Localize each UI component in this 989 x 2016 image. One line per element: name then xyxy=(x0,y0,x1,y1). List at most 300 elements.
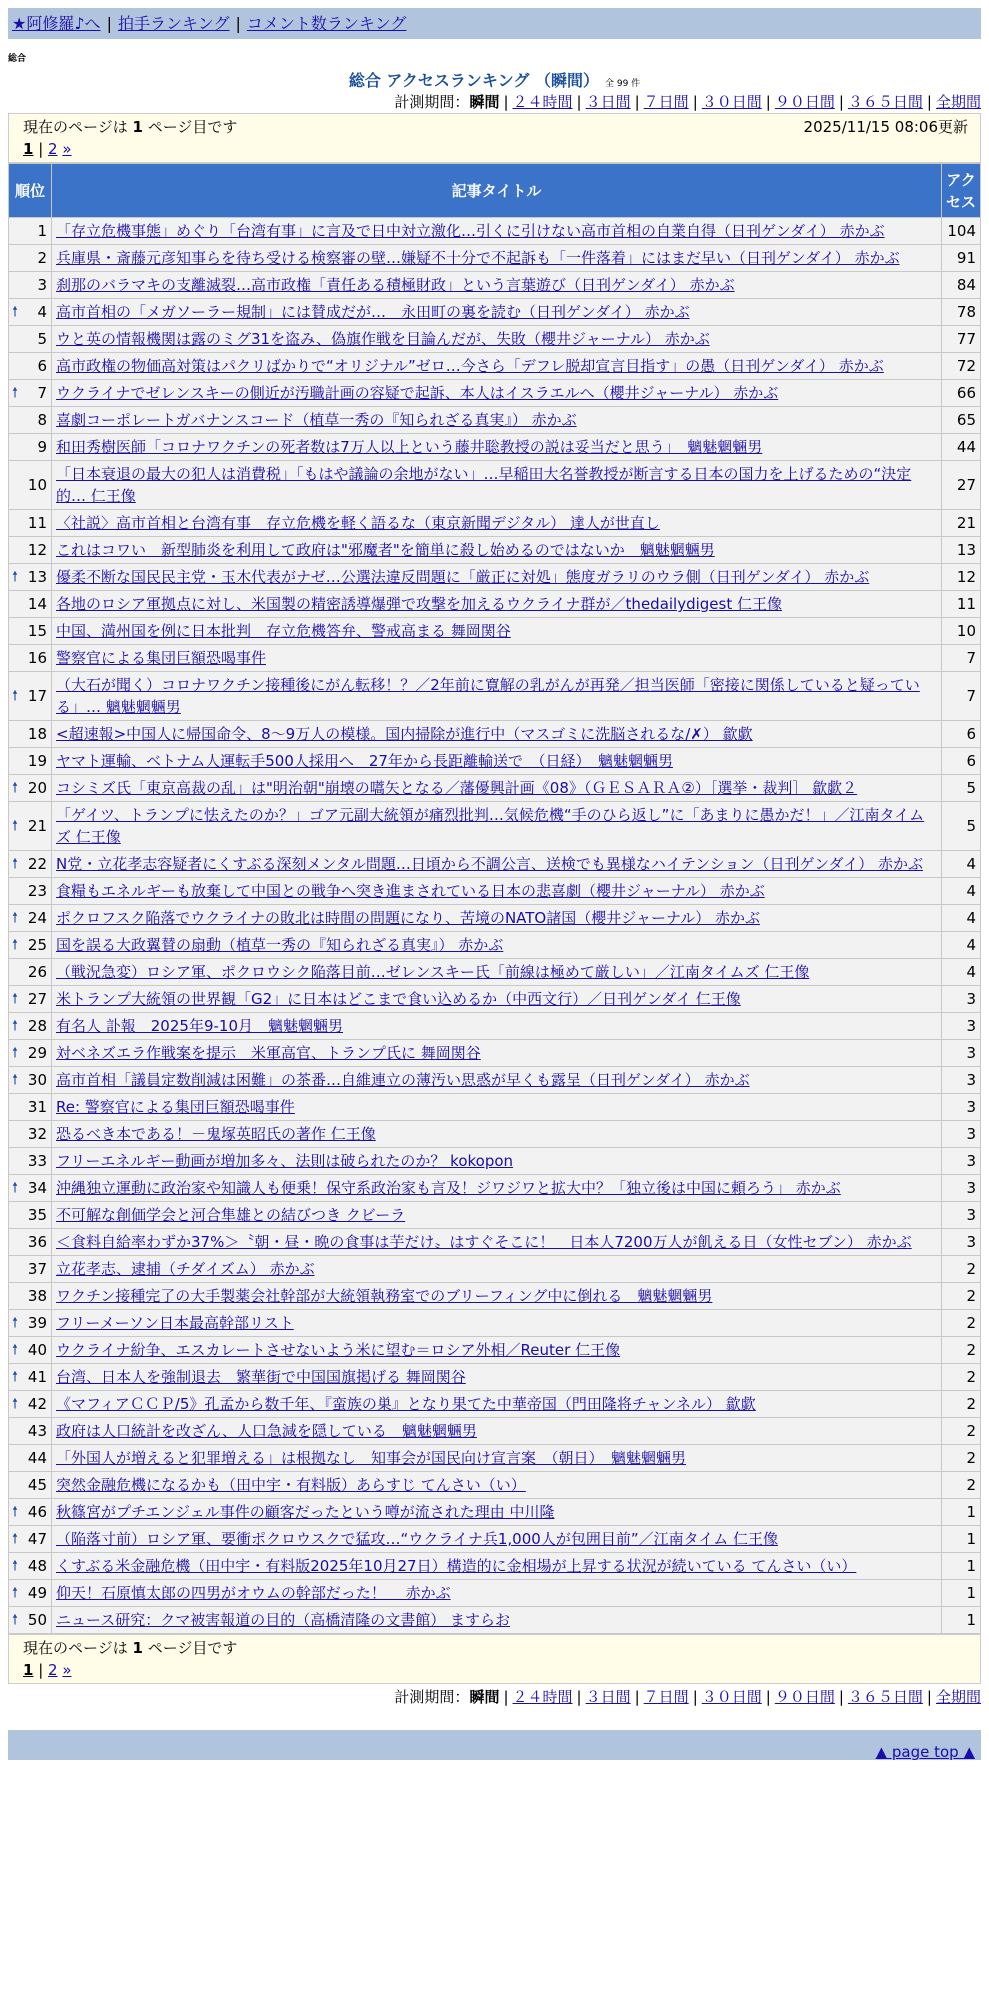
access-count: 77 xyxy=(942,326,980,352)
bottom-period-link-4[interactable]: ９０日間 xyxy=(774,1688,835,1706)
table-row xyxy=(9,618,980,644)
category-label: 総合 xyxy=(8,54,27,64)
title-cell xyxy=(52,1175,941,1201)
period-separator: | xyxy=(634,93,640,111)
rank-number: 45 xyxy=(27,1476,47,1494)
table-row xyxy=(9,645,980,671)
title-cell xyxy=(52,461,941,509)
bottom-period-link-3[interactable]: ３０日間 xyxy=(701,1688,762,1706)
access-count: 12 xyxy=(942,564,980,590)
access-count: 104 xyxy=(942,218,980,244)
rank-number: 50 xyxy=(27,1611,47,1629)
clap-ranking-link[interactable]: 拍手ランキング xyxy=(117,14,230,33)
article-link[interactable]: 有名人 訃報 2025年9-10月 魑魅魍魎男 xyxy=(56,1017,343,1035)
access-count: 6 xyxy=(942,721,980,747)
article-link[interactable]: 対ベネズエラ作戦案を提示 米軍高官、トランプ氏に 舞岡関谷 xyxy=(56,1044,481,1062)
title-cell xyxy=(52,537,941,563)
title-cell xyxy=(52,1337,941,1363)
article-link[interactable]: くすぶる米金融危機（田中宇・有料版2025年10月27日）構造的に金相場が上昇する状況が続いている てんさい（い） xyxy=(56,1557,857,1575)
article-link[interactable]: Re: 警察官による集団巨額恐喝事件 xyxy=(56,1098,295,1116)
rank-number: 20 xyxy=(27,779,47,797)
page-1-current: 1 xyxy=(23,140,34,158)
rank-up-arrow-icon: 🠕 xyxy=(12,1558,19,1574)
article-link[interactable]: 不可解な創価学会と河合隼雄との結びつき クビーラ xyxy=(56,1206,406,1224)
top-period-link-6[interactable]: 全期間 xyxy=(935,93,981,111)
rank-up-arrow-icon: 🠕 xyxy=(12,1504,19,1520)
access-count: 5 xyxy=(942,775,980,801)
title-cell xyxy=(52,245,941,271)
rank-up-arrow-icon: 🠕 xyxy=(12,991,19,1007)
title-cell xyxy=(52,1418,941,1444)
rank-cell xyxy=(9,407,51,433)
article-link[interactable]: <超速報>中国人に帰国命令、8～9万人の模様。国内掃除が進行中（マスゴミに洗脳されるな/✗） 歙歔 xyxy=(56,725,753,743)
table-row xyxy=(9,1202,980,1228)
rank-number: 12 xyxy=(27,541,47,559)
article-link[interactable]: ウクライナでゼレンスキーの側近が汚職計画の容疑で起訴、本人はイスラエルへ（櫻井ジャーナル） 赤かぶ xyxy=(56,384,779,402)
title-cell xyxy=(52,299,941,325)
title-cell xyxy=(52,878,941,904)
current-page-text: 現在のページは 1 ページ目です xyxy=(23,1639,238,1657)
rank-up-arrow-icon: 🠕 xyxy=(12,688,19,704)
title-cell xyxy=(52,645,941,671)
table-row xyxy=(9,878,980,904)
rank-cell xyxy=(9,1418,51,1444)
period-label: 計測期間： xyxy=(394,93,470,111)
access-count: 2 xyxy=(942,1418,980,1444)
title-cell xyxy=(52,1013,941,1039)
title-cell xyxy=(52,959,941,985)
article-link[interactable]: 恐るべき本である！－鬼塚英昭氏の著作 仁王像 xyxy=(56,1125,376,1143)
rank-cell xyxy=(9,1526,51,1552)
rank-number: 48 xyxy=(27,1557,47,1575)
table-row xyxy=(9,1094,980,1120)
article-link[interactable]: 高市首相の「メガソーラー規制」には賛成だが… 永田町の裏を読む（日刊ゲンダイ） 赤かぶ xyxy=(56,303,690,321)
article-link[interactable]: （陥落寸前）ロシア軍、要衝ポクロウスクで猛攻…“ウクライナ兵1,000人が包囲目前”／江南タイム 仁王像 xyxy=(56,1530,779,1548)
home-link[interactable]: ★阿修羅♪へ xyxy=(12,14,101,33)
access-count: 3 xyxy=(942,1121,980,1147)
rank-number: 38 xyxy=(27,1287,47,1305)
top-period-link-5[interactable]: ３６５日間 xyxy=(847,93,923,111)
rank-cell xyxy=(9,1472,51,1498)
rank-cell xyxy=(9,1256,51,1282)
rank-up-arrow-icon: 🠕 xyxy=(12,856,19,872)
rank-number: 7 xyxy=(37,384,47,402)
rank-number: 1 xyxy=(37,222,47,240)
rank-up-arrow-icon: 🠕 xyxy=(12,385,19,401)
title-cell xyxy=(52,1283,941,1309)
title-cell xyxy=(52,407,941,433)
article-link[interactable]: ＜食料自給率わずか37%＞〝朝・昼・晩の食事は芋だけ〟はすぐそこに！ 日本人7200万人が飢える日（女性セブン） 赤かぶ xyxy=(56,1233,912,1251)
rank-cell xyxy=(9,1067,51,1093)
article-link[interactable]: 《マフィアＣＣＰ/5》孔孟から数千年、『蛮族の巣』となり果てた中華帝国（門田隆将チャンネル） 歙歔 xyxy=(56,1395,756,1413)
ranking-heading xyxy=(8,71,981,91)
title-cell xyxy=(52,510,941,536)
table-row xyxy=(9,245,980,271)
rank-number: 28 xyxy=(27,1017,47,1035)
page-2-link[interactable]: 2 xyxy=(48,1661,58,1679)
access-count: 2 xyxy=(942,1310,980,1336)
rank-number: 27 xyxy=(27,990,47,1008)
table-row xyxy=(9,1175,980,1201)
article-link[interactable]: ヤマト運輸、ベトナム人運転手500人採用へ 27年から長距離輸送で （日経） 魑魅魍魎男 xyxy=(56,752,673,770)
access-count: 21 xyxy=(942,510,980,536)
page-1-current: 1 xyxy=(23,1661,34,1679)
table-row xyxy=(9,1283,980,1309)
bottom-period-link-5[interactable]: ３６５日間 xyxy=(847,1688,923,1706)
access-count: 4 xyxy=(942,932,980,958)
rank-cell xyxy=(9,380,51,406)
article-link[interactable]: これはコワい 新型肺炎を利用して政府は"邪魔者"を簡単に殺し始めるのではないか 魑魅魍魎男 xyxy=(56,541,715,559)
rank-cell xyxy=(9,878,51,904)
rank-cell xyxy=(9,1499,51,1525)
article-link[interactable]: 優柔不断な国民民主党・玉木代表がナゼ…公選法違反問題に「厳正に対処」態度ガラリのウラ側（日刊ゲンダイ） 赤かぶ xyxy=(56,568,870,586)
table-row xyxy=(9,407,980,433)
article-link[interactable]: 「日本衰退の最大の犯人は消費税」「もはや議論の余地がない」…早稲田大名誉教授が断言する日本の国力を上げるための“決定的… 仁王像 xyxy=(56,465,912,505)
rank-cell xyxy=(9,1013,51,1039)
article-link[interactable]: フリーエネルギー動画が増加多々、法則は破られたのか？ kokopon xyxy=(56,1152,514,1170)
rank-up-arrow-icon: 🠕 xyxy=(12,569,19,585)
rank-number: 21 xyxy=(27,817,47,835)
access-count: 44 xyxy=(942,434,980,460)
access-count: 11 xyxy=(942,591,980,617)
access-count: 3 xyxy=(942,1148,980,1174)
access-count: 5 xyxy=(942,802,980,850)
rank-cell xyxy=(9,618,51,644)
article-link[interactable]: 中国、満州国を例に日本批判 存立危機答弁、警戒高まる 舞岡関谷 xyxy=(56,622,511,640)
page-2-link[interactable]: 2 xyxy=(48,140,58,158)
article-link[interactable]: 国を誤る大政翼賛の扇動（植草一秀の『知られざる真実』） 赤かぶ xyxy=(56,936,504,954)
rank-cell xyxy=(9,591,51,617)
period-separator: | xyxy=(503,93,509,111)
rank-cell xyxy=(9,986,51,1012)
rank-number: 31 xyxy=(27,1098,47,1116)
rank-number: 39 xyxy=(27,1314,47,1332)
access-count: 3 xyxy=(942,1013,980,1039)
table-row xyxy=(9,1526,980,1552)
title-cell xyxy=(52,932,941,958)
access-count: 72 xyxy=(942,353,980,379)
rank-cell xyxy=(9,672,51,720)
rank-cell xyxy=(9,272,51,298)
period-separator: | xyxy=(692,1688,698,1706)
col-header-title: 記事タイトル xyxy=(52,164,941,217)
title-cell xyxy=(52,618,941,644)
table-row xyxy=(9,1499,980,1525)
top-period-link-4[interactable]: ９０日間 xyxy=(774,93,835,111)
rank-number: 32 xyxy=(27,1125,47,1143)
rank-cell xyxy=(9,434,51,460)
period-separator: | xyxy=(503,1688,509,1706)
access-count: 91 xyxy=(942,245,980,271)
col-header-access: アクセス xyxy=(942,164,980,217)
rank-number: 24 xyxy=(27,909,47,927)
title-cell xyxy=(52,1580,941,1606)
title-cell xyxy=(52,986,941,1012)
table-row xyxy=(9,1148,980,1174)
rank-cell xyxy=(9,748,51,774)
comment-ranking-link[interactable]: コメント数ランキング xyxy=(246,14,407,33)
rank-number: 47 xyxy=(27,1530,47,1548)
article-link[interactable]: 秋篠宮がプチエンジェル事件の顧客だったという噂が流された理由 中川隆 xyxy=(56,1503,555,1521)
period-selector-bottom xyxy=(8,1686,981,1708)
rank-cell xyxy=(9,645,51,671)
bottom-period-link-0[interactable]: ２４時間 xyxy=(512,1688,573,1706)
access-count: 1 xyxy=(942,1526,980,1552)
period-current: 瞬間 xyxy=(469,1688,500,1706)
next-page-link[interactable]: » xyxy=(62,1661,72,1679)
access-count: 7 xyxy=(942,645,980,671)
access-count: 4 xyxy=(942,959,980,985)
table-row xyxy=(9,1553,980,1579)
title-cell xyxy=(52,591,941,617)
article-link[interactable]: ウクライナ紛争、エスカレートさせないよう米に望む＝ロシア外相／Reuter 仁王像 xyxy=(56,1341,621,1359)
period-separator: | xyxy=(576,1688,582,1706)
top-period-link-2[interactable]: ７日間 xyxy=(643,93,689,111)
article-link[interactable]: 各地のロシア軍拠点に対し、米国製の精密誘導爆弾で攻撃を加えるウクライナ群が／thedailydigest 仁王像 xyxy=(56,595,782,613)
rank-number: 29 xyxy=(27,1044,47,1062)
rank-number: 2 xyxy=(37,249,47,267)
rank-number: 25 xyxy=(27,936,47,954)
article-link[interactable]: ポクロフスク陥落でウクライナの敗北は時間の問題になり、苦境のNATO諸国（櫻井ジャーナル） 赤かぶ xyxy=(56,909,760,927)
rank-cell xyxy=(9,537,51,563)
top-period-link-3[interactable]: ３０日間 xyxy=(701,93,762,111)
title-cell xyxy=(52,905,941,931)
rank-number: 6 xyxy=(37,357,47,375)
item-count: 全 99 件 xyxy=(605,79,641,89)
article-link[interactable]: ウと英の情報機関は露のミグ31を盗み、偽旗作戦を目論んだが、失敗（櫻井ジャーナル） 赤かぶ xyxy=(56,330,710,348)
article-link[interactable]: ワクチン接種完了の大手製薬会社幹部が大統領執務室でのブリーフィング中に倒れる 魑魅魍魎男 xyxy=(56,1287,713,1305)
table-row xyxy=(9,1121,980,1147)
access-count: 2 xyxy=(942,1364,980,1390)
article-link[interactable]: 「外国人が増えると犯罪増える」は根拠なし 知事会が国民向け宣言案 （朝日） 魑魅魍魎男 xyxy=(56,1449,687,1467)
article-link[interactable]: 食糧もエネルギーも放棄して中国との戦争へ突き進まされている日本の悲喜劇（櫻井ジャーナル） 赤かぶ xyxy=(56,882,765,900)
access-count: 4 xyxy=(942,878,980,904)
rank-number: 23 xyxy=(27,882,47,900)
access-count: 3 xyxy=(942,986,980,1012)
rank-cell xyxy=(9,1283,51,1309)
table-row xyxy=(9,218,980,244)
article-link[interactable]: 仰天！石原慎太郎の四男がオウムの幹部だった！ 赤かぶ xyxy=(56,1584,451,1602)
rank-number: 41 xyxy=(27,1368,47,1386)
article-link[interactable]: （大石が聞く）コロナワクチン接種後にがん転移！？／2年前に寛解の乳がんが再発／担当医師「密接に関係していると疑っている」… 魑魅魍魎男 xyxy=(56,676,920,716)
rank-cell xyxy=(9,245,51,271)
table-row xyxy=(9,1310,980,1336)
article-link[interactable]: 刹那のバラマキの支離滅裂…高市政権「責任ある積極財政」という言葉遊び（日刊ゲンダイ） 赤かぶ xyxy=(56,276,735,294)
article-link[interactable]: 警察官による集団巨額恐喝事件 xyxy=(56,649,267,667)
page-top-link[interactable]: ▲ page top ▲ xyxy=(875,1743,975,1761)
article-link[interactable]: 立花孝志、逮捕（チダイズム） 赤かぶ xyxy=(56,1260,315,1278)
table-row xyxy=(9,510,980,536)
article-link[interactable]: 沖縄独立運動に政治家や知識人も便乗！保守系政治家も言及！ジワジワと拡大中？「独立後は中国に頼ろう」 赤かぶ xyxy=(56,1179,841,1197)
title-cell xyxy=(52,1121,941,1147)
title-cell xyxy=(52,1472,941,1498)
rank-cell xyxy=(9,510,51,536)
title-cell xyxy=(52,721,941,747)
period-separator: | xyxy=(765,1688,771,1706)
rank-cell xyxy=(9,326,51,352)
period-separator: | xyxy=(576,93,582,111)
rank-cell xyxy=(9,1391,51,1417)
rank-cell xyxy=(9,905,51,931)
rank-cell xyxy=(9,564,51,590)
table-row xyxy=(9,1418,980,1444)
rank-number: 49 xyxy=(27,1584,47,1602)
article-link[interactable]: 政府は人口統計を改ざん、人口急減を隠している 魑魅魍魎男 xyxy=(56,1422,477,1440)
title-cell xyxy=(52,851,941,877)
table-row xyxy=(9,272,980,298)
rank-number: 46 xyxy=(27,1503,47,1521)
rank-number: 34 xyxy=(27,1179,47,1197)
rank-number: 22 xyxy=(27,855,47,873)
table-row xyxy=(9,1040,980,1066)
top-period-link-0[interactable]: ２４時間 xyxy=(512,93,573,111)
table-row xyxy=(9,1391,980,1417)
rank-up-arrow-icon: 🠕 xyxy=(12,1342,19,1358)
rank-number: 17 xyxy=(27,687,47,705)
article-link[interactable]: ニュース研究：クマ被害報道の目的（高橋清隆の文書館） ますらお xyxy=(56,1611,511,1629)
rank-number: 26 xyxy=(27,963,47,981)
rank-cell xyxy=(9,1553,51,1579)
article-link[interactable]: 〈社説〉高市首相と台湾有事 存立危機を軽く語るな（東京新聞デジタル） 達人が世直し xyxy=(56,514,660,532)
rank-up-arrow-icon: 🠕 xyxy=(12,937,19,953)
rank-up-arrow-icon: 🠕 xyxy=(12,1369,19,1385)
title-cell xyxy=(52,1229,941,1255)
rank-number: 14 xyxy=(27,595,47,613)
rank-cell xyxy=(9,1337,51,1363)
title-cell xyxy=(52,748,941,774)
table-row xyxy=(9,380,980,406)
article-link[interactable]: 台湾、日本人を強制退去 繁華街で中国国旗掲げる 舞岡関谷 xyxy=(56,1368,466,1386)
rank-cell xyxy=(9,959,51,985)
rank-up-arrow-icon: 🠕 xyxy=(12,1531,19,1547)
title-cell xyxy=(52,802,941,850)
rank-number: 44 xyxy=(27,1449,47,1467)
rank-up-arrow-icon: 🠕 xyxy=(12,1018,19,1034)
rank-up-arrow-icon: 🠕 xyxy=(12,1585,19,1601)
rank-cell xyxy=(9,1202,51,1228)
table-row xyxy=(9,1445,980,1471)
rank-number: 30 xyxy=(27,1071,47,1089)
rank-cell xyxy=(9,1040,51,1066)
title-cell xyxy=(52,380,941,406)
bottom-period-link-1[interactable]: ３日間 xyxy=(585,1688,631,1706)
article-link[interactable]: 「ゲイツ、トランプに怯えたのか？」ゴア元副大統領が痛烈批判…気候危機“手のひら返し”に「あまりに愚かだ！」／江南タイムズ 仁王像 xyxy=(56,806,925,846)
rank-cell xyxy=(9,802,51,850)
article-link[interactable]: N党・立花孝志容疑者にくすぶる深刻メンタル問題…日頃から不調公言、送検でも異様なハイテンション（日刊ゲンダイ） 赤かぶ xyxy=(56,855,924,873)
access-count: 3 xyxy=(942,1094,980,1120)
access-count: 1 xyxy=(942,1580,980,1606)
pager-bottom: 現在のページは 1 ページ目です 1 | 2 » xyxy=(8,1634,981,1684)
article-link[interactable]: 「存立危機事態」めぐり「台湾有事」に言及で日中対立激化…引くに引けない高市首相の自業自得（日刊ゲンダイ） 赤かぶ xyxy=(56,222,885,240)
bottom-period-link-2[interactable]: ７日間 xyxy=(643,1688,689,1706)
article-link[interactable]: （戦況急変）ロシア軍、ポクロウシク陥落目前…ゼレンスキー氏「前線は極めて厳しい」／江南タイムズ 仁王像 xyxy=(56,963,810,981)
article-link[interactable]: 高市首相「議員定数削減は困難」の茶番…自維連立の薄汚い思惑が早くも露呈（日刊ゲンダイ） 赤かぶ xyxy=(56,1071,750,1089)
title-cell xyxy=(52,1391,941,1417)
table-row xyxy=(9,748,980,774)
table-row xyxy=(9,986,980,1012)
access-count: 13 xyxy=(942,537,980,563)
title-cell xyxy=(52,1553,941,1579)
rank-number: 9 xyxy=(37,438,47,456)
access-count: 3 xyxy=(942,1202,980,1228)
rank-cell xyxy=(9,1175,51,1201)
access-count: 66 xyxy=(942,380,980,406)
article-link[interactable]: 和田秀樹医師「コロナワクチンの死者数は7万人以上という藤井聡教授の説は妥当だと思う」 魑魅魍魎男 xyxy=(56,438,763,456)
title-cell xyxy=(52,1499,941,1525)
access-count: 1 xyxy=(942,1499,980,1525)
rank-up-arrow-icon: 🠕 xyxy=(12,1045,19,1061)
rank-up-arrow-icon: 🠕 xyxy=(12,1180,19,1196)
table-row xyxy=(9,1256,980,1282)
rank-cell xyxy=(9,1121,51,1147)
period-separator: | xyxy=(634,1688,640,1706)
article-link[interactable]: 突然金融危機になるかも（田中宇・有料版）あらすじ てんさい（い） xyxy=(56,1476,526,1494)
updated-timestamp: 2025/11/15 08:06更新 xyxy=(803,118,968,136)
article-link[interactable]: フリーメーソン日本最高幹部リスト xyxy=(56,1314,294,1332)
article-link[interactable]: 高市政権の物価高対策はパクリばかりで“オリジナル”ゼロ…今さら「デフレ脱却宣言目指す」の愚（日刊ゲンダイ） 赤かぶ xyxy=(56,357,884,375)
article-link[interactable]: 兵庫県・斎藤元彦知事らを待ち受ける検察審の壁…嫌疑不十分で不起訴も「一件落着」にはまだ早い（日刊ゲンダイ） 赤かぶ xyxy=(56,249,900,267)
rank-up-arrow-icon: 🠕 xyxy=(12,780,19,796)
rank-cell xyxy=(9,1580,51,1606)
rank-up-arrow-icon: 🠕 xyxy=(12,818,19,834)
table-row xyxy=(9,1580,980,1606)
article-link[interactable]: コシミズ氏「東京高裁の乱」は"明治朝"崩壊の嚆矢となる／藩優興計画《08》（ＧＥＳＡＲＡ②）［選挙・裁判］ 歙歔２ xyxy=(56,779,858,797)
article-link[interactable]: 米トランプ大統領の世界観「G2」に日本はどこまで食い込めるか（中西文行）／日刊ゲンダイ 仁王像 xyxy=(56,990,741,1008)
period-selector xyxy=(8,91,981,113)
rank-number: 15 xyxy=(27,622,47,640)
table-row xyxy=(9,1013,980,1039)
nav-separator: | xyxy=(106,14,112,33)
title-cell xyxy=(52,1607,941,1633)
title-cell xyxy=(52,218,941,244)
access-count: 3 xyxy=(942,1040,980,1066)
table-row xyxy=(9,326,980,352)
period-current: 瞬間 xyxy=(469,93,500,111)
table-row xyxy=(9,461,980,509)
nav-separator: | xyxy=(235,14,241,33)
period-separator: | xyxy=(692,93,698,111)
access-count: 4 xyxy=(942,905,980,931)
pager-top: 現在のページは 1 ページ目です 2025/11/15 08:06更新 1 | 2 » xyxy=(8,113,981,163)
table-row xyxy=(9,299,980,325)
rank-up-arrow-icon: 🠕 xyxy=(12,1072,19,1088)
current-page-text: 現在のページは 1 ページ目です xyxy=(23,118,238,136)
top-nav-bar xyxy=(8,8,981,39)
title-cell xyxy=(52,775,941,801)
rank-number: 13 xyxy=(27,568,47,586)
bottom-period-link-6[interactable]: 全期間 xyxy=(935,1688,981,1706)
access-count: 3 xyxy=(942,1229,980,1255)
access-count: 2 xyxy=(942,1337,980,1363)
table-row xyxy=(9,959,980,985)
title-cell xyxy=(52,564,941,590)
next-page-link[interactable]: » xyxy=(62,140,72,158)
rank-cell xyxy=(9,1310,51,1336)
rank-up-arrow-icon: 🠕 xyxy=(12,1612,19,1628)
article-link[interactable]: 喜劇コーポレートガバナンスコード（植草一秀の『知られざる真実』） 赤かぶ xyxy=(56,411,577,429)
top-period-link-1[interactable]: ３日間 xyxy=(585,93,631,111)
rank-cell xyxy=(9,461,51,509)
ranking-table xyxy=(8,163,981,1634)
period-separator: | xyxy=(838,1688,844,1706)
rank-number: 5 xyxy=(37,330,47,348)
rank-cell xyxy=(9,851,51,877)
access-count: 27 xyxy=(942,461,980,509)
access-count: 1 xyxy=(942,1553,980,1579)
rank-number: 43 xyxy=(27,1422,47,1440)
rank-cell xyxy=(9,299,51,325)
period-label: 計測期間： xyxy=(394,1688,470,1706)
